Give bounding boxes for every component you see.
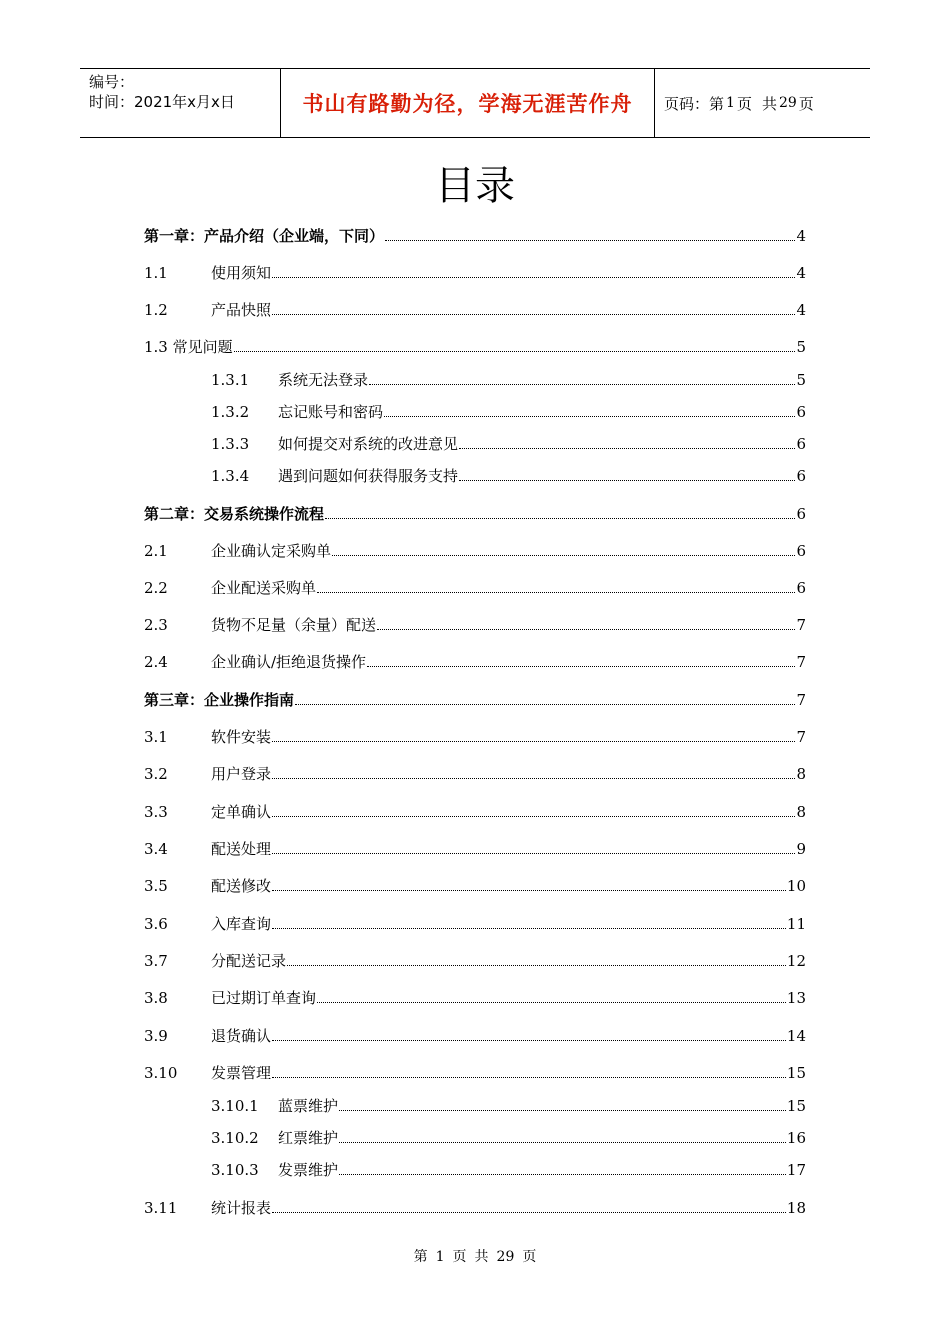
toc-entry-number: 1.3.3	[211, 435, 250, 453]
toc-entry-label: 1.3 常见问题	[144, 338, 233, 356]
toc-entry[interactable]	[144, 725, 806, 747]
header-page-mid: 页	[736, 94, 752, 113]
toc-entry-number: 3.10.1	[211, 1097, 259, 1115]
header-page-total-prefix: 共	[761, 94, 777, 113]
toc-entry-label: 用户登录	[211, 765, 272, 783]
toc-entry[interactable]	[144, 800, 806, 822]
toc-entry-number: 3.4	[144, 840, 168, 858]
page-title: 目录	[435, 163, 515, 209]
header-meta	[80, 69, 281, 137]
toc-entry-number: 1.2	[144, 301, 168, 319]
toc-entry-label: 发票管理	[211, 1064, 272, 1082]
toc-entry[interactable]	[211, 432, 806, 454]
toc-entry-page: 6	[796, 579, 806, 597]
toc-leader-dots	[317, 592, 795, 593]
toc-entry[interactable]	[211, 400, 806, 422]
toc-entry-label: 忘记账号和密码	[278, 403, 384, 421]
toc-entry[interactable]	[144, 650, 806, 672]
toc-entry-label: 企业确认定采购单	[211, 542, 332, 560]
header-page-prefix: 页码：第	[664, 94, 725, 113]
toc-leader-dots	[272, 277, 795, 278]
toc-entry-number: 1.3.4	[211, 467, 250, 485]
toc-entry[interactable]	[211, 464, 806, 486]
toc-entry-page: 12	[786, 952, 806, 970]
footer-page: 1	[435, 1249, 445, 1265]
footer-suffix: 页	[522, 1249, 537, 1265]
toc-entry-number: 2.1	[144, 542, 168, 560]
toc-leader-dots	[272, 741, 795, 742]
toc-entry-number: 3.10.3	[211, 1161, 259, 1179]
toc-entry-number: 2.2	[144, 579, 168, 597]
toc-entry[interactable]	[144, 224, 806, 246]
toc-entry-page: 4	[796, 227, 806, 245]
toc-entry-page: 6	[796, 542, 806, 560]
header-page-num: 1	[726, 95, 735, 111]
toc-entry-page: 11	[786, 915, 806, 933]
toc-entry-page: 17	[786, 1161, 806, 1179]
toc-leader-dots	[339, 1110, 786, 1111]
toc-entry-label: 入库查询	[211, 915, 272, 933]
toc-leader-dots	[234, 351, 796, 352]
toc-entry-label: 分配送记录	[211, 952, 287, 970]
footer-total: 29	[496, 1249, 515, 1265]
footer-total-prefix: 共	[474, 1249, 489, 1265]
toc-leader-dots	[332, 555, 795, 556]
toc-leader-dots	[272, 314, 795, 315]
toc-entry-page: 15	[786, 1064, 806, 1082]
toc-entry[interactable]	[144, 1024, 806, 1046]
header-time: 时间：2021年x月x日	[89, 93, 235, 111]
toc-entry[interactable]	[211, 368, 806, 390]
toc-entry[interactable]	[144, 949, 806, 971]
footer-mid: 页	[452, 1249, 467, 1265]
toc-entry-label: 如何提交对系统的改进意见	[278, 435, 459, 453]
toc-entry-page: 6	[796, 505, 806, 523]
toc-entry-label: 系统无法登录	[278, 371, 369, 389]
toc-entry-page: 7	[796, 616, 806, 634]
toc-entry-number: 3.9	[144, 1027, 168, 1045]
toc-leader-dots	[272, 778, 795, 779]
toc-entry-label: 统计报表	[211, 1199, 272, 1217]
toc-entry-label: 货物不足量（余量）配送	[211, 616, 377, 634]
header-page-info	[655, 69, 870, 137]
toc-entry-page: 8	[796, 765, 806, 783]
toc-entry[interactable]	[144, 1061, 806, 1083]
toc-entry-page: 14	[786, 1027, 806, 1045]
toc-entry-label: 第一章：产品介绍（企业端，下同）	[144, 227, 385, 245]
footer-prefix: 第	[413, 1249, 428, 1265]
toc-entry[interactable]	[144, 762, 806, 784]
toc-leader-dots	[272, 1212, 786, 1213]
toc-leader-dots	[385, 240, 795, 241]
toc-entry-number: 2.3	[144, 616, 168, 634]
toc-entry-page: 13	[786, 989, 806, 1007]
toc-entry[interactable]	[144, 874, 806, 896]
toc-entry-page: 10	[786, 877, 806, 895]
toc-leader-dots	[317, 1002, 786, 1003]
toc-entry[interactable]	[144, 539, 806, 561]
toc-entry-number: 1.1	[144, 264, 168, 282]
toc-entry-label: 蓝票维护	[278, 1097, 339, 1115]
toc-entry-page: 18	[786, 1199, 806, 1217]
toc-entry[interactable]	[144, 986, 806, 1008]
toc-entry-label: 配送处理	[211, 840, 272, 858]
toc-entry-label: 已过期订单查询	[211, 989, 317, 1007]
toc-entry-page: 8	[796, 803, 806, 821]
toc-entry-page: 4	[796, 301, 806, 319]
toc-entry-label: 使用须知	[211, 264, 272, 282]
page-footer	[0, 1246, 950, 1266]
toc-entry[interactable]	[144, 261, 806, 283]
toc-entry-page: 6	[796, 435, 806, 453]
toc-entry-number: 3.2	[144, 765, 168, 783]
toc-entry-label: 退货确认	[211, 1027, 272, 1045]
toc-entry-number: 3.7	[144, 952, 168, 970]
toc-leader-dots	[459, 480, 795, 481]
header-page-suffix: 页	[798, 94, 814, 113]
toc-entry[interactable]	[211, 1094, 806, 1116]
toc-entry[interactable]	[144, 688, 806, 710]
toc-entry[interactable]	[144, 502, 806, 524]
page-header	[80, 68, 870, 138]
toc-entry-label: 红票维护	[278, 1129, 339, 1147]
toc-entry-number: 3.6	[144, 915, 168, 933]
toc-entry-number: 1.3.2	[211, 403, 250, 421]
toc-entry[interactable]	[144, 1196, 806, 1218]
toc-entry-label: 第二章：交易系统操作流程	[144, 505, 325, 523]
toc-entry[interactable]	[144, 298, 806, 320]
toc-entry-number: 3.10.2	[211, 1129, 259, 1147]
toc-entry-label: 软件安装	[211, 728, 272, 746]
toc-entry-page: 5	[796, 338, 806, 356]
toc-entry-page: 5	[796, 371, 806, 389]
toc-entry-label: 遇到问题如何获得服务支持	[278, 467, 459, 485]
toc-entry-number: 2.4	[144, 653, 168, 671]
toc-entry[interactable]	[211, 1158, 806, 1180]
toc-entry[interactable]	[144, 335, 806, 357]
toc-leader-dots	[272, 928, 786, 929]
toc-entry-page: 4	[796, 264, 806, 282]
toc-entry-page: 9	[796, 840, 806, 858]
toc-entry-number: 3.11	[144, 1199, 178, 1217]
toc-entry-label: 第三章：企业操作指南	[144, 691, 295, 709]
toc-leader-dots	[459, 448, 795, 449]
toc-entry[interactable]	[144, 576, 806, 598]
toc-entry-label: 企业配送采购单	[211, 579, 317, 597]
toc-entry-number: 3.10	[144, 1064, 178, 1082]
toc-entry-label: 配送修改	[211, 877, 272, 895]
toc-entry-label: 企业确认/拒绝退货操作	[211, 653, 367, 671]
toc-leader-dots	[272, 1077, 786, 1078]
toc-leader-dots	[369, 384, 795, 385]
toc-leader-dots	[384, 416, 795, 417]
toc-leader-dots	[367, 666, 795, 667]
toc-entry-label: 发票维护	[278, 1161, 339, 1179]
toc-entry-label: 定单确认	[211, 803, 272, 821]
toc-leader-dots	[287, 965, 786, 966]
toc-entry-page: 7	[796, 691, 806, 709]
toc-entry-number: 3.3	[144, 803, 168, 821]
toc-leader-dots	[339, 1142, 786, 1143]
header-motto: 书山有路勤为径，学海无涯苦作舟	[302, 92, 633, 116]
toc-entry-page: 7	[796, 653, 806, 671]
toc-entry[interactable]	[144, 613, 806, 635]
toc-entry[interactable]	[144, 837, 806, 859]
toc-leader-dots	[272, 816, 795, 817]
toc-entry[interactable]	[211, 1126, 806, 1148]
toc-entry-number: 3.1	[144, 728, 168, 746]
toc-entry-number: 3.5	[144, 877, 168, 895]
toc-entry-page: 6	[796, 467, 806, 485]
toc-entry-page: 6	[796, 403, 806, 421]
header-motto-cell	[281, 69, 655, 137]
toc-entry-number: 3.8	[144, 989, 168, 1007]
toc-entry[interactable]	[144, 912, 806, 934]
toc-leader-dots	[325, 518, 795, 519]
toc-entry-page: 16	[786, 1129, 806, 1147]
toc-leader-dots	[272, 853, 795, 854]
toc-entry-label: 产品快照	[211, 301, 272, 319]
toc-entry-page: 7	[796, 728, 806, 746]
toc-leader-dots	[377, 629, 795, 630]
toc-entry-number: 1.3.1	[211, 371, 250, 389]
toc-leader-dots	[295, 704, 795, 705]
toc-leader-dots	[272, 1040, 786, 1041]
toc-leader-dots	[339, 1174, 786, 1175]
toc-entry-page: 15	[786, 1097, 806, 1115]
toc-leader-dots	[272, 890, 786, 891]
header-page-total: 29	[778, 95, 797, 111]
header-code: 编号：	[89, 73, 135, 91]
